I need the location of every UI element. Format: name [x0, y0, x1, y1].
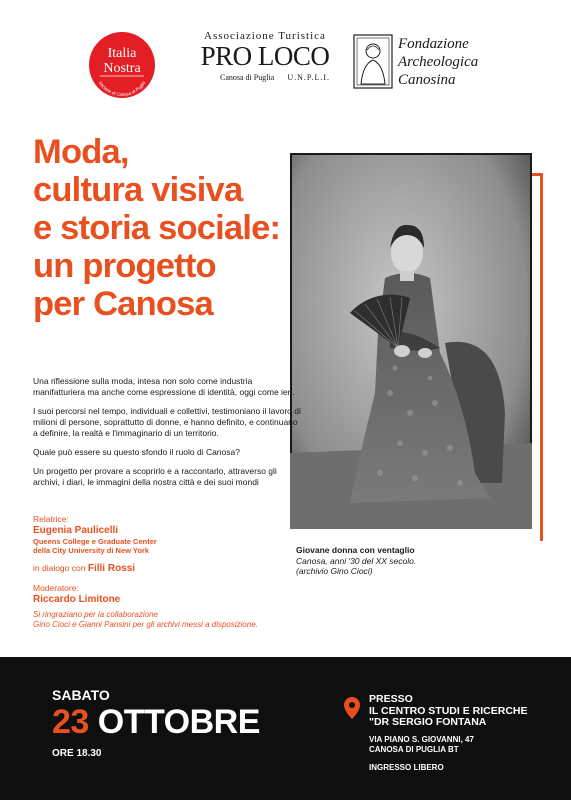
proloco-assoc-text: Associazione Turistica [204, 30, 326, 42]
address-line-2: CANOSA DI PUGLIA BT [369, 745, 459, 754]
photo-accent-line-right [540, 173, 543, 541]
affiliation-line-1: Queens College e Graduate Center [33, 537, 157, 546]
fondazione-emblem-icon [353, 34, 393, 89]
intro-text [33, 376, 303, 496]
location-pin-icon [344, 697, 360, 719]
relatrice-name: Eugenia Paulicelli [33, 525, 119, 536]
fondazione-line2: Archeologica [398, 54, 479, 70]
italia-nostra-ring-text: Sezione di Canosa di Puglia [97, 80, 147, 98]
intro-paragraph-2: I suoi percorsi nel tempo, individuali e collettivi, testimoniano il lavoro di milioni di persone, soprattutto di donne, e hanno definito, e continuano a definire, la realtà e l'immaginario di un territorio. [33, 406, 301, 438]
title-line-5: per Canosa [33, 285, 213, 323]
venue-line-1: PRESSO [369, 693, 413, 705]
photo-caption [296, 545, 546, 577]
credits [33, 514, 303, 630]
venue-line-3: "DR SERGIO FONTANA [369, 716, 487, 728]
entry-info: INGRESSO LIBERO [369, 763, 444, 772]
moderatore-label: Moderatore: [33, 583, 79, 593]
event-time: ORE 18.30 [52, 748, 102, 759]
venue-line-2: IL CENTRO STUDI E RICERCHE [369, 704, 528, 717]
event-day: SABATO [52, 687, 110, 703]
dialogo-row [33, 563, 303, 575]
photo-frame [290, 153, 543, 541]
event-footer [0, 657, 571, 800]
event-date [52, 703, 260, 742]
relatrice-label: Relatrice: [33, 514, 69, 524]
affiliation-line-2: della City University di New York [33, 546, 150, 555]
intro-paragraph-1: Una riflessione sulla moda, intesa non solo come industria manifatturiera ma anche come espressione di identità, oggi come ieri. [33, 376, 295, 397]
moderatore-name: Riccardo Limitone [33, 594, 121, 605]
title-line-1: Moda, [33, 133, 129, 171]
title-line-2: cultura visiva [33, 171, 243, 209]
logo-bar [0, 0, 571, 100]
italia-nostra-logo [86, 29, 158, 101]
intro-paragraph-3: Quale può essere su questo sfondo il ruolo di Canosa? [33, 447, 240, 457]
fondazione-logo [353, 34, 513, 94]
caption-line-2: (archivio Gino Cioci) [296, 566, 373, 576]
fondazione-line1: Fondazione [398, 36, 469, 52]
thanks-line-1: Si ringraziano per la collaborazione [33, 610, 158, 619]
italia-nostra-line1: Italia [107, 46, 137, 61]
dialogo-label: in dialogo con [33, 563, 86, 573]
caption-line-1: Canosa, anni '30 del XX secolo. [296, 555, 417, 566]
thanks-line-2: Gino Cioci e Gianni Pansini per gli archivi messi a disposizione. [33, 620, 258, 629]
proloco-unpli-text: U.N.P.L.I. [287, 73, 330, 82]
fondazione-line3: Canosina [398, 72, 456, 88]
caption-title: Giovane donna con ventaglio [296, 545, 415, 555]
venue [369, 694, 527, 729]
dialogo-name: Filli Rossi [87, 563, 136, 574]
intro-paragraph-4: Un progetto per provare a scoprirlo e a raccontarlo, attraverso gli archivi, i diari, le immagini della nostra città e dei suoi mondi [33, 466, 277, 487]
title-line-4: un progetto [33, 247, 216, 285]
archive-photo [290, 153, 532, 529]
italia-nostra-line2: Nostra [103, 61, 141, 76]
proloco-logo [190, 30, 340, 95]
event-date-number: 23 [52, 703, 89, 741]
proloco-main-text: PRO LOCO [200, 41, 330, 71]
proloco-city-text: Canosa di Puglia [220, 73, 275, 82]
event-month: OTTOBRE [97, 703, 260, 741]
proloco-sub [190, 73, 340, 85]
venue-address [369, 735, 474, 755]
address-line-1: VIA PIANO S. GIOVANNI, 47 [369, 735, 474, 744]
title-line-3: e storia sociale: [33, 209, 281, 247]
